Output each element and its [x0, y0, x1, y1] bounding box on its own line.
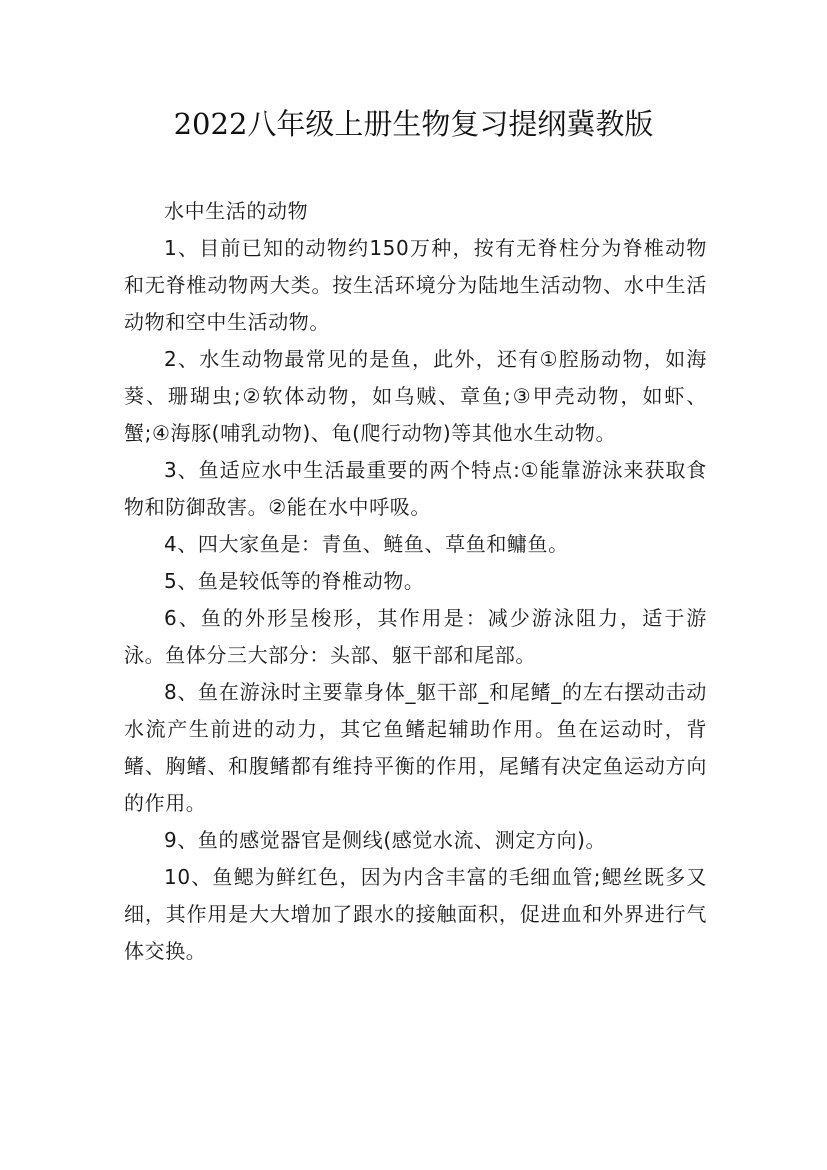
section-heading: 水中生活的动物 — [164, 199, 309, 223]
document-title: 2022八年级上册生物复习提纲冀教版 — [173, 107, 654, 141]
paragraph-6: 6、鱼的外形呈梭形，其作用是：减少游泳阻力，适于游泳。鱼体分三大部分：头部、躯干部和尾部。 — [124, 606, 707, 667]
paragraph-2: 2、水生动物最常见的是鱼，此外，还有①腔肠动物，如海葵、珊瑚虫;②软体动物，如乌贼、章鱼;③甲壳动物，如虾、蟹;④海豚(哺乳动物)、龟(爬行动物)等其他水生动物。 — [124, 347, 707, 445]
paragraph-8: 8、鱼在游泳时主要靠身体_躯干部_和尾鳍_的左右摆动击动水流产生前进的动力，其它鱼鳍起辅助作用。鱼在运动时，背鳍、胸鳍、和腹鳍都有维持平衡的作用，尾鳍有决定鱼运动方向的作用。 — [124, 680, 707, 815]
paragraph-4: 4、四大家鱼是：青鱼、鲢鱼、草鱼和鳙鱼。 — [164, 532, 569, 556]
paragraph-1: 1、目前已知的动物约150万种，按有无脊柱分为脊椎动物和无脊椎动物两大类。按生活环境分为陆地生活动物、水中生活动物和空中生活动物。 — [124, 236, 707, 334]
paragraph-5: 5、鱼是较低等的脊椎动物。 — [164, 569, 425, 593]
paragraph-10: 10、鱼鳃为鲜红色，因为内含丰富的毛细血管;鳃丝既多又细，其作用是大大增加了跟水的接触面积，促进血和外界进行气体交换。 — [124, 865, 707, 963]
document-body — [124, 193, 707, 970]
paragraph-3: 3、鱼适应水中生活最重要的两个特点:①能靠游泳来获取食物和防御敌害。②能在水中呼吸。 — [124, 458, 707, 519]
paragraph-9: 9、鱼的感觉器官是侧线(感觉水流、测定方向)。 — [164, 828, 607, 852]
